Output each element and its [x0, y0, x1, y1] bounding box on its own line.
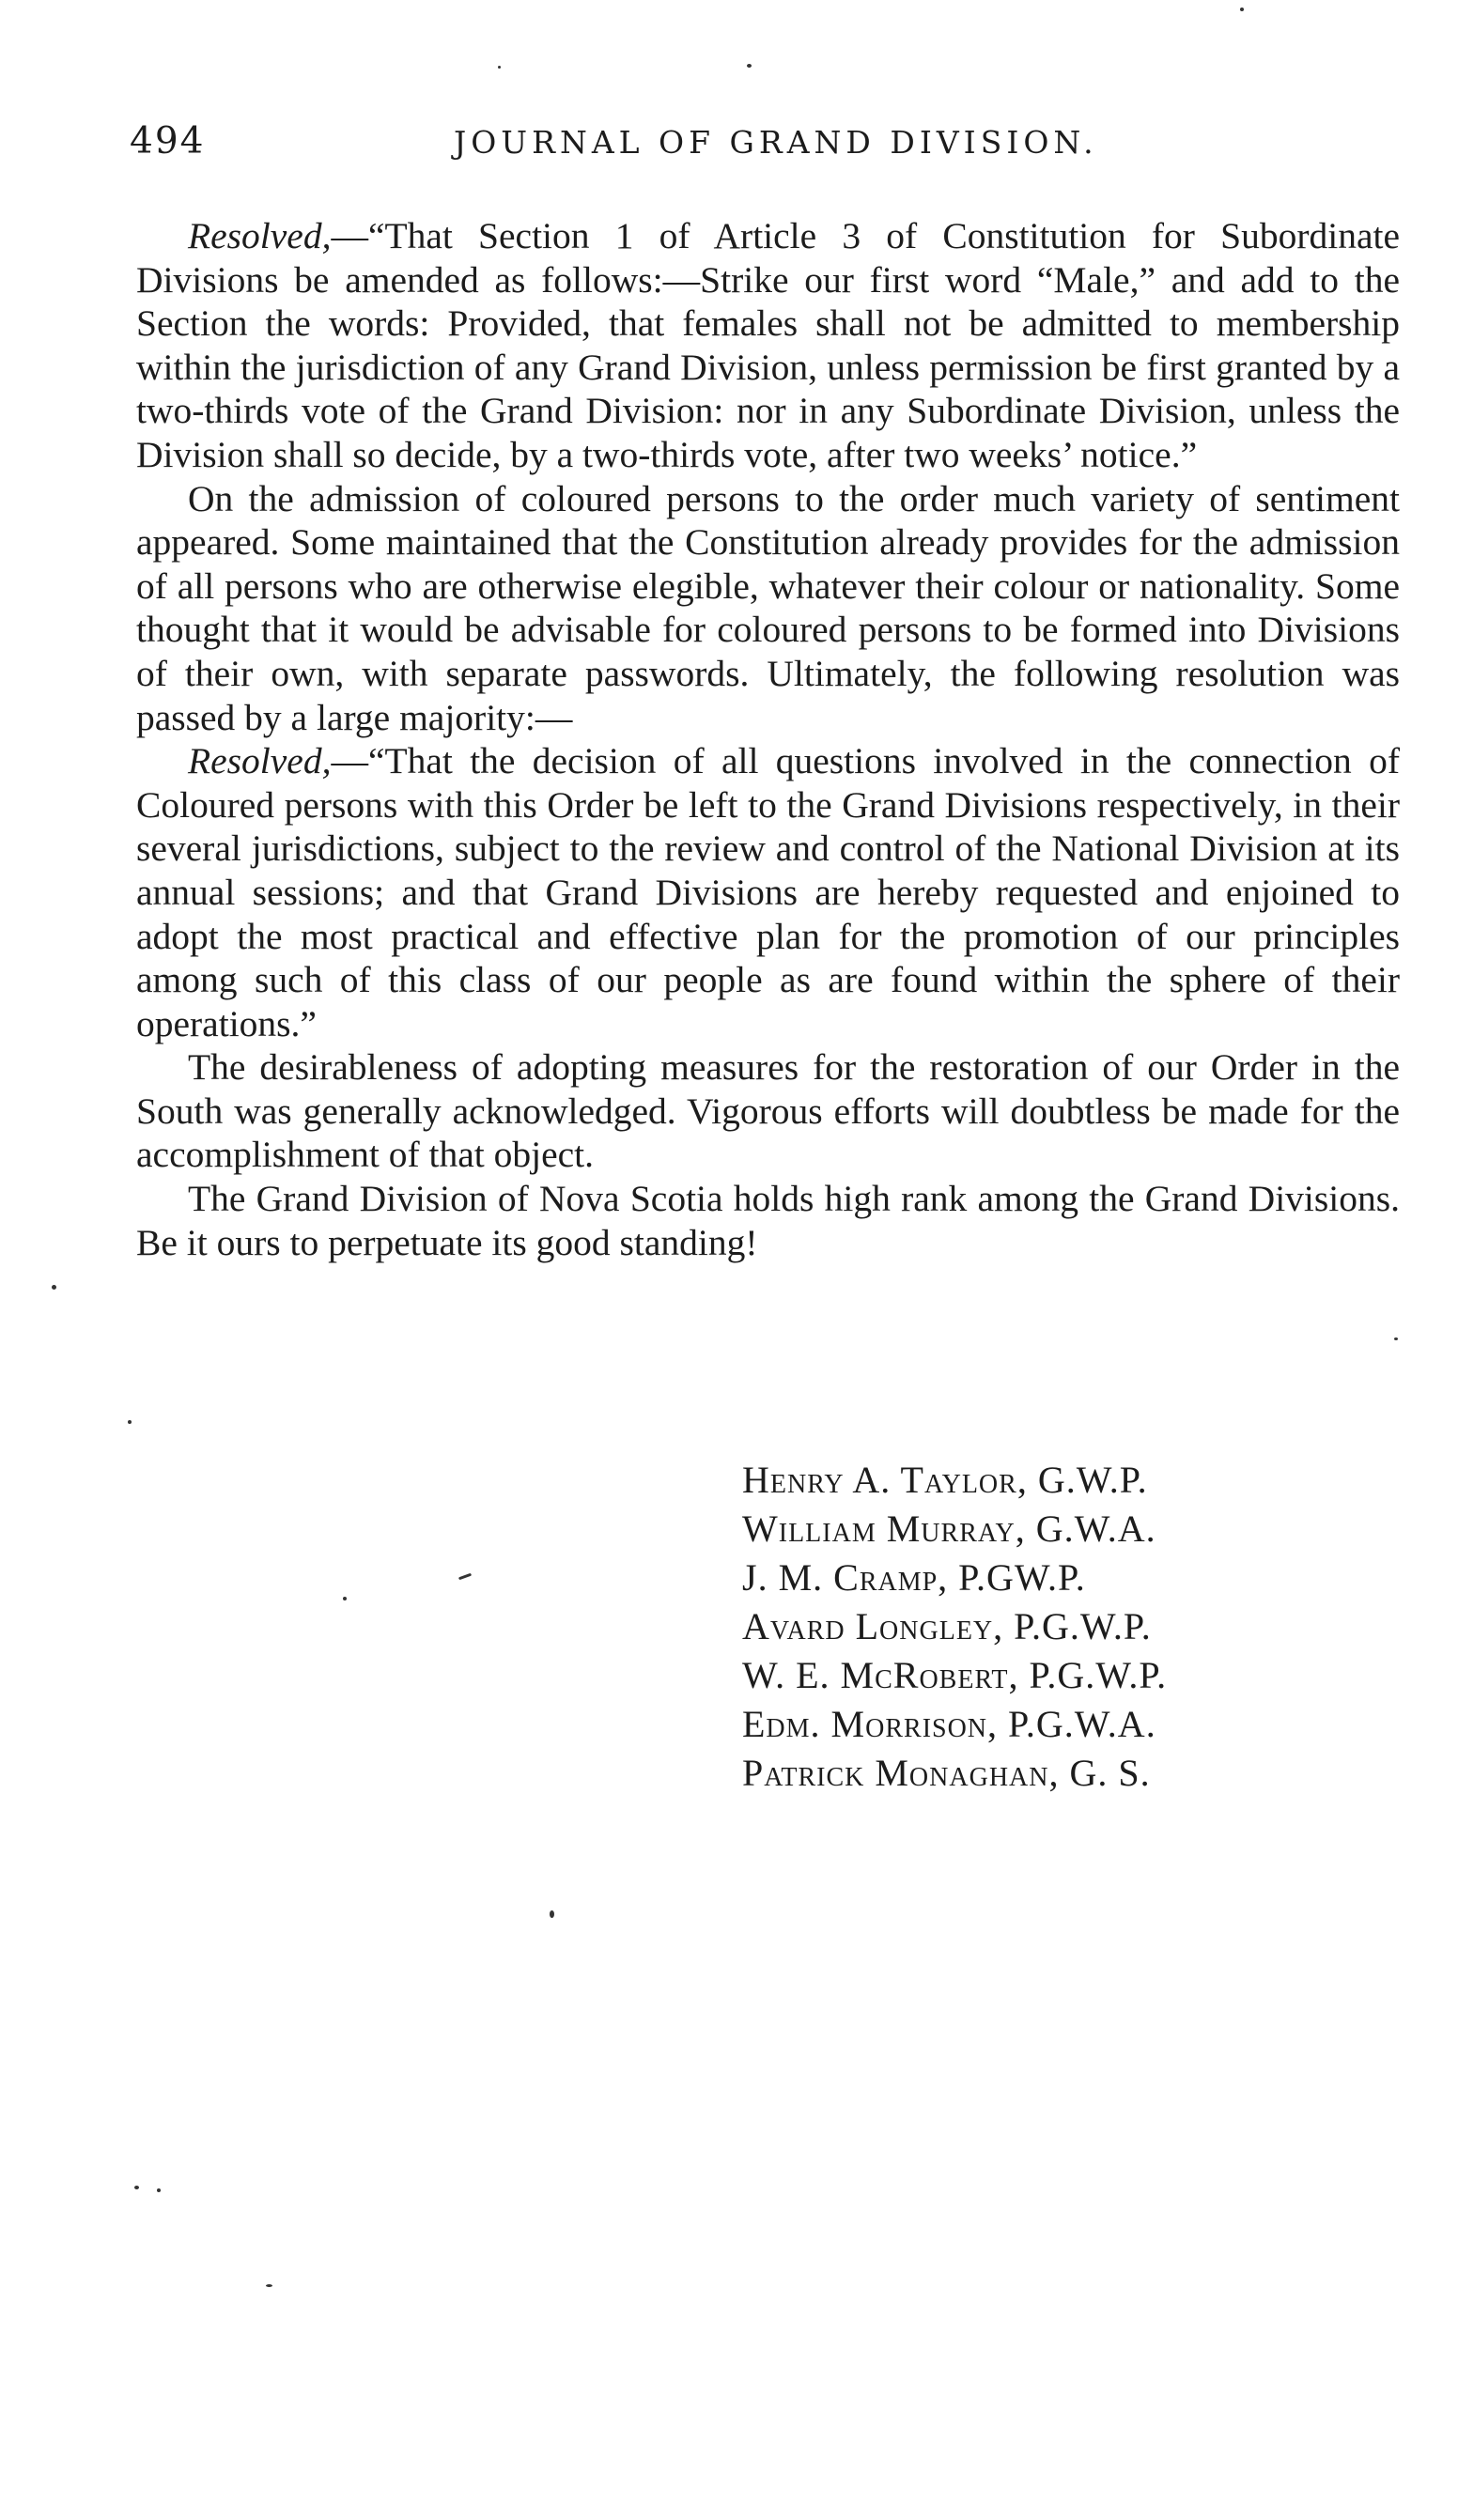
- signature-line: Edm. Morrison, P.G.W.A.: [742, 1703, 1156, 1745]
- paragraph-resolution-females: [136, 214, 1400, 477]
- paragraph-lead: Resolved,: [188, 215, 332, 256]
- signature-line: J. M. Cramp, P.GW.P.: [742, 1556, 1086, 1599]
- scan-speck: [52, 1285, 56, 1290]
- paragraph-text: The desirableness of adopting measures for the restoration of our Order in the South was generally acknowledged. Vigorous efforts will doubtless be made for the accomplishment of that object.: [136, 1046, 1400, 1176]
- scan-speck: [747, 64, 752, 68]
- signature-line: William Murray, G.W.A.: [742, 1507, 1156, 1550]
- signature-line: Avard Longley, P.G.W.P.: [742, 1605, 1152, 1647]
- signature-line: Patrick Monaghan, G. S.: [742, 1752, 1151, 1794]
- scan-speck: [458, 1573, 472, 1581]
- paragraph-text: The Grand Division of Nova Scotia holds high rank among the Grand Divisions. Be it ours to perpetuate its good standing!: [136, 1178, 1400, 1263]
- scan-speck: [498, 66, 501, 69]
- scan-speck: [550, 1910, 554, 1918]
- page-number: 494: [130, 120, 206, 162]
- paragraph-coloured-persons: [136, 477, 1400, 740]
- paragraph-restoration-south: [136, 1045, 1400, 1177]
- paragraph-text: On the admission of coloured persons to the order much variety of sentiment appeared. Some maintained that the Constitution already provides for the admission of all persons who are otherwise elegible, whatever their colour or nationality. Some thought that it would be advisable for coloured persons to be formed into Divisions of their own, with separate passwords. Ultimately, the following resolution was passed by a large majority:—: [136, 477, 1400, 738]
- scan-speck: [134, 2186, 139, 2189]
- paragraph-resolution-coloured: [136, 739, 1400, 1045]
- signature-line: Henry A. Taylor, G.W.P.: [742, 1459, 1148, 1501]
- signature-line: W. E. McRobert, P.G.W.P.: [742, 1654, 1168, 1696]
- page-header: [130, 120, 1388, 177]
- paragraph-text: —“That the decision of all questions involved in the connection of Coloured persons with this Order be left to the Grand Divisions respectively, in their several jurisdictions, subject to the review and control of the National Division at its annual sessions; and that Grand Divisions are hereby requested and enjoined to adopt the most practical and effective plan for the promotion of our principles among such of this class of our people as are found within the sphere of their operations.”: [136, 740, 1400, 1044]
- scan-speck: [1240, 8, 1244, 11]
- scan-speck: [128, 1420, 132, 1424]
- paragraph-nova-scotia: [136, 1177, 1400, 1264]
- body-text: [136, 214, 1400, 1264]
- scan-speck: [343, 1597, 347, 1600]
- running-head: JOURNAL OF GRAND DIVISION.: [454, 124, 1098, 161]
- paragraph-lead: Resolved,: [188, 740, 332, 782]
- scan-speck: [157, 2188, 161, 2192]
- paragraph-text: —“That Section 1 of Article 3 of Constitution for Subordinate Divisions be amended as follows:—Strike our first word “Male,” and add to the Section the words: Provided, that females shall not be admitted to membership within the jurisdiction of any Grand Division, unless permission be first granted by a two-thirds vote of the Grand Division: nor in any Subordinate Division, unless the Division shall so decide, by a two-thirds vote, after two weeks’ notice.”: [136, 215, 1400, 475]
- signature-block: [742, 1456, 1167, 1798]
- scan-speck: [266, 2284, 272, 2287]
- scan-speck: [1394, 1337, 1398, 1340]
